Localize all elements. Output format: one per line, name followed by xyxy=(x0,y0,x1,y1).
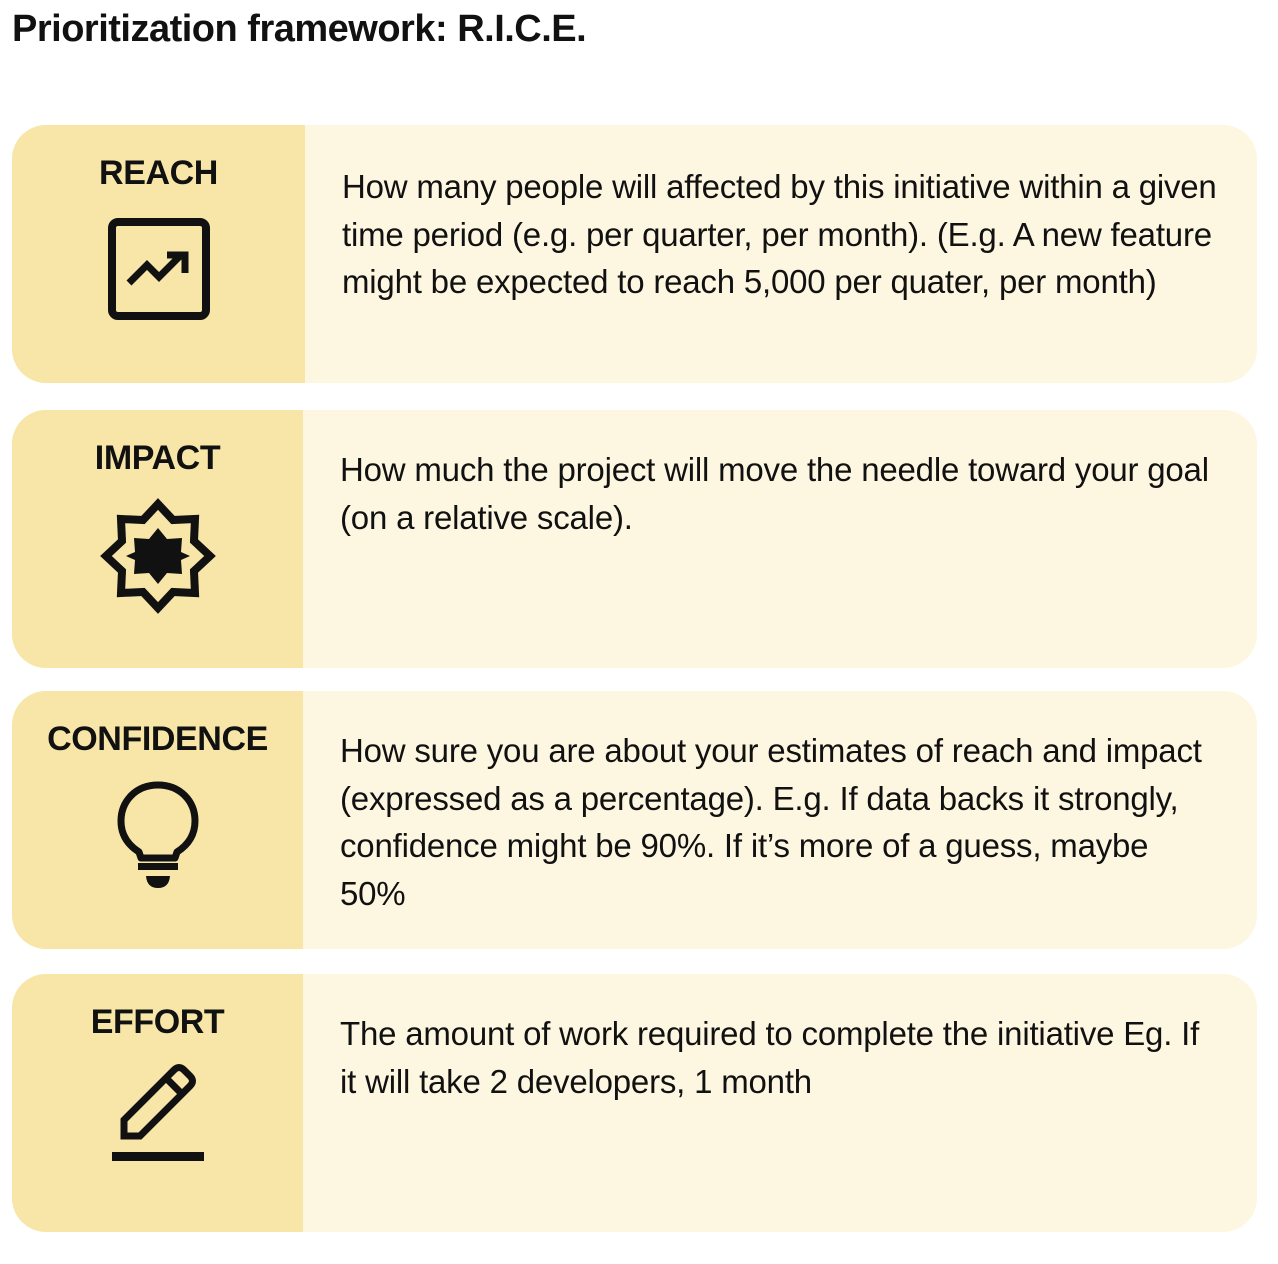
rice-card-reach xyxy=(12,125,1257,383)
card-side-panel xyxy=(12,125,305,383)
pencil-edit-icon xyxy=(12,1058,303,1166)
card-side-panel xyxy=(12,974,303,1232)
page-title: Prioritization framework: R.I.C.E. xyxy=(12,8,587,50)
rice-card-confidence xyxy=(12,691,1257,949)
rice-card-effort xyxy=(12,974,1257,1232)
card-description-reach: How many people will affected by this initiative within a given time period (e.g. per quarter, per month). (E.g. A new feature might be expected to reach 5,000 per quater, per month) xyxy=(342,168,1217,300)
card-description-effort: The amount of work required to complete the initiative Eg. If it will take 2 developers, 1 month xyxy=(340,1015,1200,1100)
trending-up-chart-icon xyxy=(12,217,305,321)
rice-card-impact xyxy=(12,410,1257,668)
card-label-impact: IMPACT xyxy=(94,439,221,477)
card-side-panel xyxy=(12,691,303,949)
card-side-panel xyxy=(12,410,303,668)
lightbulb-icon xyxy=(12,779,303,891)
card-label-reach: REACH xyxy=(99,154,218,192)
card-label-confidence: CONFIDENCE xyxy=(47,720,268,758)
star-burst-icon xyxy=(12,496,303,616)
card-description-confidence: How sure you are about your estimates of reach and impact (expressed as a percentage). E.g. If data backs it strongly, confidence might be 90%. If it’s more of a guess, maybe 50% xyxy=(340,732,1202,912)
card-description-impact: How much the project will move the needle toward your goal (on a relative scale). xyxy=(340,451,1209,536)
card-label-effort: EFFORT xyxy=(90,1003,225,1041)
